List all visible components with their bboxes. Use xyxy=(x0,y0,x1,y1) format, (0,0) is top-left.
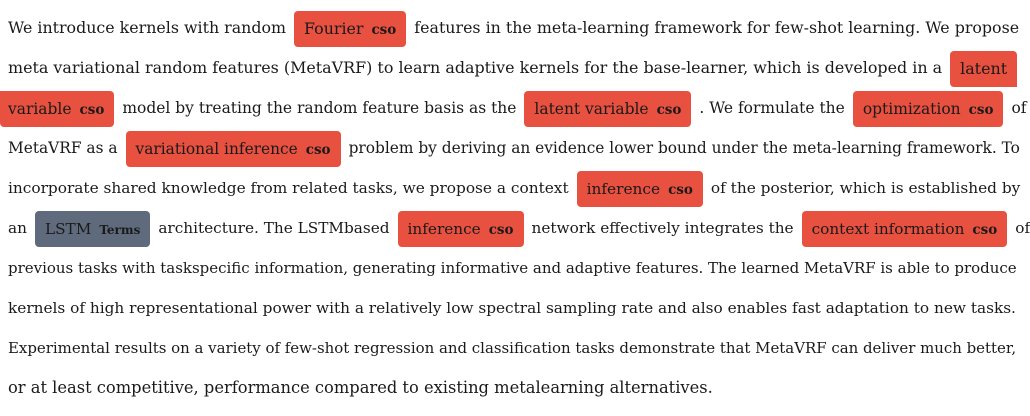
text-line xyxy=(8,328,1016,368)
entity-text: inference xyxy=(586,180,661,198)
text-span: architecture. The LSTMbased xyxy=(158,219,390,237)
text-line xyxy=(8,288,1016,328)
entity-text: inference xyxy=(407,220,481,238)
text-line xyxy=(8,8,1019,48)
entity-label: Terms xyxy=(99,223,141,237)
entity-label: cso xyxy=(668,182,693,198)
text-span: incorporate shared knowledge from related tasks, we propose a context xyxy=(8,179,569,197)
text-span: previous tasks with taskspecific information, generating informative and adaptive features. The learned MetaVRF is able to produce xyxy=(8,259,1017,277)
text-line xyxy=(0,88,1027,128)
entity-text: optimization xyxy=(862,100,961,118)
entity-tag-cso[interactable] xyxy=(294,11,406,47)
text-span: of the posterior, which is established by xyxy=(710,179,1021,197)
entity-tag-cso[interactable] xyxy=(126,131,341,167)
text-span: kernels of high representational power with a relatively low spectral sampling rate and also enables fast adaptation to new tasks. xyxy=(8,299,1016,317)
text-span: or at least competitive, performance compared to existing metalearning alternatives. xyxy=(8,378,713,397)
entity-text: Fourier xyxy=(304,18,364,38)
text-span: problem by deriving an evidence lower bound under the meta-learning framework. To xyxy=(348,139,1020,157)
entity-label: cso xyxy=(305,142,331,158)
text-line xyxy=(8,208,1030,248)
entity-tag-cso[interactable] xyxy=(524,91,691,127)
entity-text: latent variable xyxy=(534,100,649,118)
entity-tag-cso[interactable] xyxy=(853,91,1004,127)
entity-label: cso xyxy=(371,21,397,38)
entity-tag-cso[interactable] xyxy=(950,51,1017,87)
text-span: of xyxy=(1015,219,1030,237)
text-span: MetaVRF as a xyxy=(8,139,118,157)
entity-tag-cso[interactable] xyxy=(802,211,1008,247)
entity-label: cso xyxy=(79,102,105,118)
text-line xyxy=(8,368,713,408)
entity-label: cso xyxy=(972,222,998,238)
entity-tag-cso[interactable] xyxy=(0,91,114,127)
text-span: an xyxy=(8,219,27,237)
text-line xyxy=(8,128,1020,168)
text-span: network effectively integrates the xyxy=(531,219,794,237)
text-span: model by treating the random feature basis as the xyxy=(122,99,517,117)
text-line xyxy=(8,48,1017,88)
text-span: Experimental results on a variety of few-shot regression and classification tasks demonstrate that MetaVRF can deliver much better, xyxy=(8,339,1017,357)
entity-label: cso xyxy=(968,102,994,118)
entity-label: cso xyxy=(488,222,514,238)
entity-label: cso xyxy=(656,102,682,118)
text-span: features in the meta-learning framework for few-shot learning. We propose xyxy=(414,18,1020,37)
entity-text: latent xyxy=(960,58,1008,78)
entity-text: context information xyxy=(811,220,965,238)
text-span: meta variational random features (MetaVRF) to learn adaptive kernels for the base-learner, which is developed in a xyxy=(8,58,943,77)
entity-text: LSTM xyxy=(44,220,92,238)
entity-text: variable xyxy=(8,100,72,118)
entity-tag-cso[interactable] xyxy=(577,171,703,207)
text-span: We introduce kernels with random xyxy=(8,18,287,37)
entity-text: variational inference xyxy=(135,140,298,158)
text-span: . We formulate the xyxy=(699,99,845,117)
text-line xyxy=(8,168,1020,208)
text-span: of xyxy=(1011,99,1027,117)
entity-tag-terms[interactable] xyxy=(35,211,150,247)
text-line xyxy=(8,248,1017,288)
entity-tag-cso[interactable] xyxy=(398,211,524,247)
